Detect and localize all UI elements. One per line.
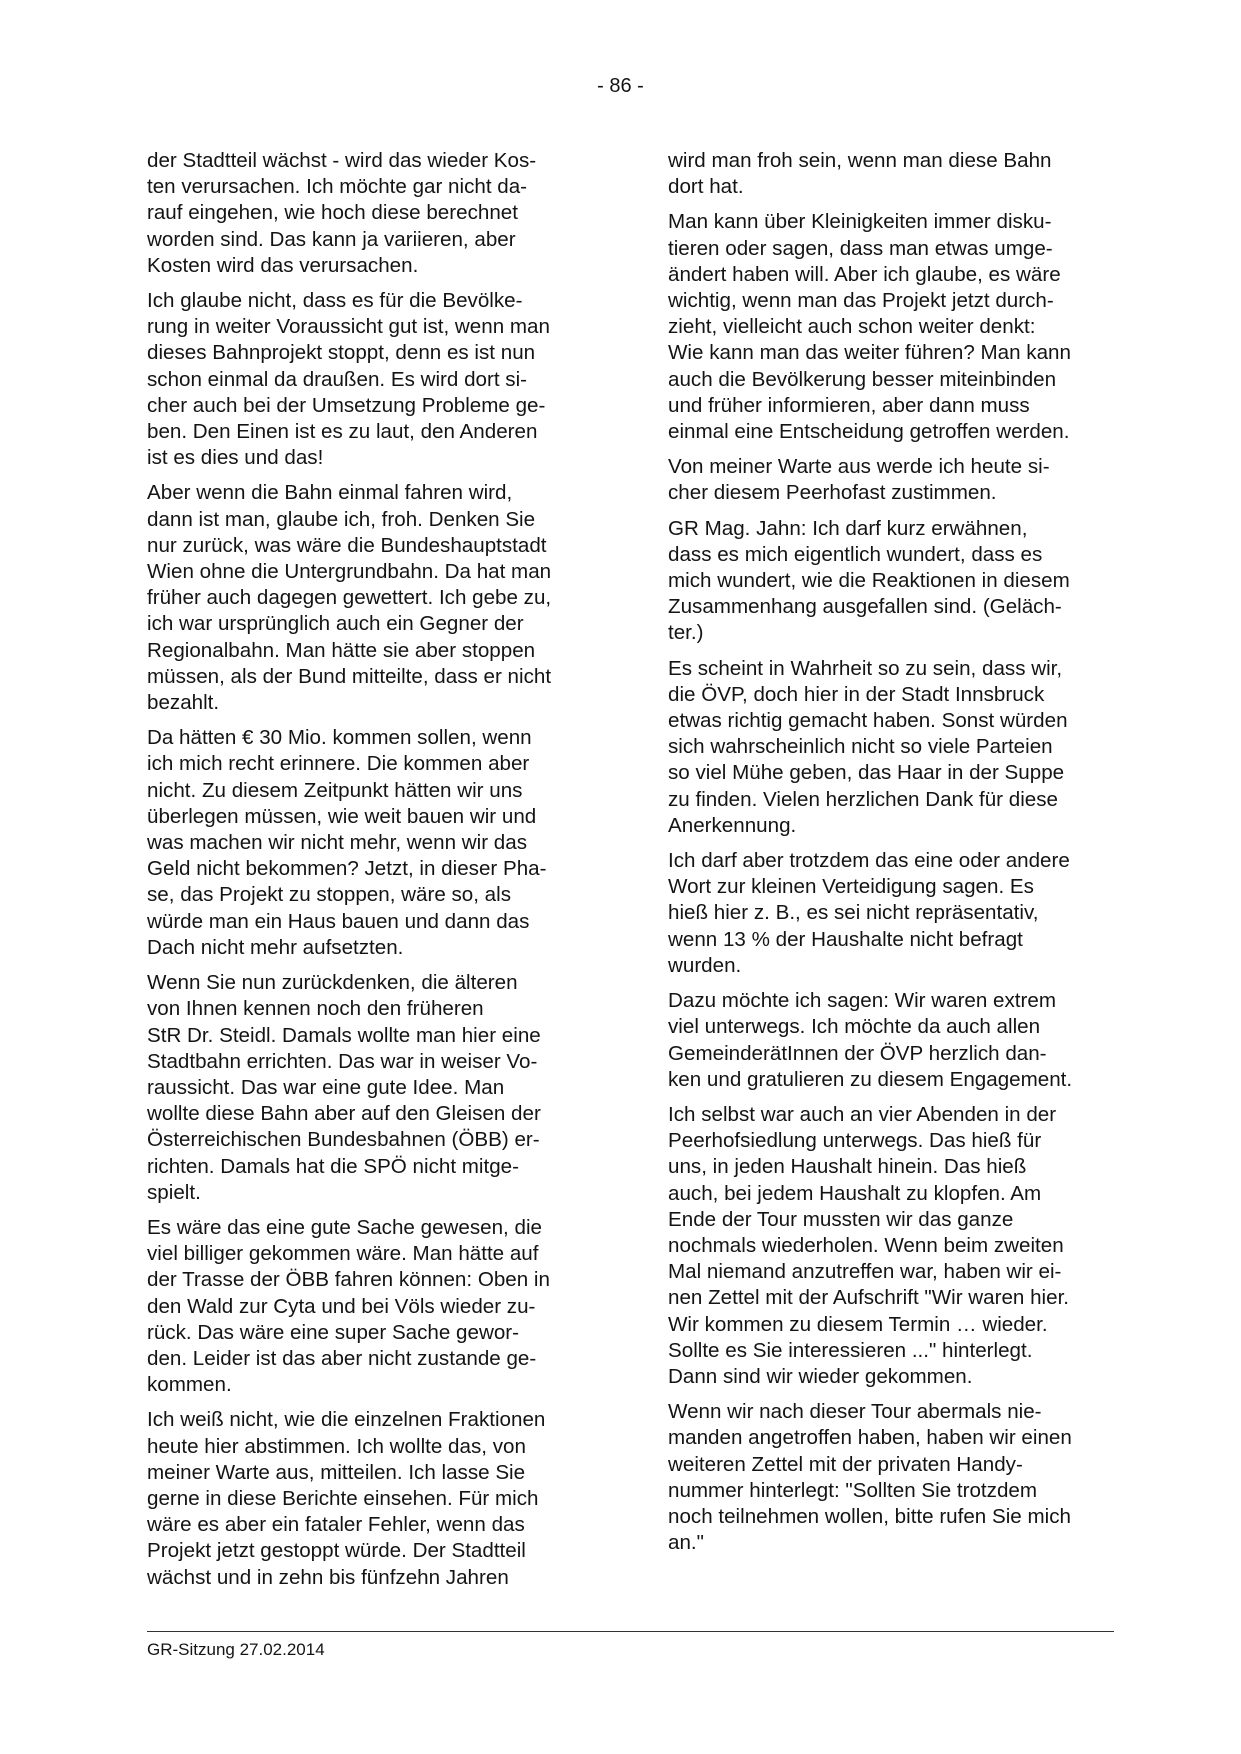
text-line: den Wald zur Cyta und bei Völs wieder zu- (147, 1294, 536, 1318)
text-line: Es scheint in Wahrheit so zu sein, dass wir, (668, 656, 1063, 680)
text-line: cher diesem Peerhofast zustimmen. (668, 481, 997, 505)
text-line: nur zurück, was wäre die Bundeshauptstadt (147, 533, 547, 557)
text-line: Anerkennung. (668, 813, 797, 837)
paragraph (668, 454, 1128, 506)
text-line: Dann sind wir wieder gekommen. (668, 1364, 973, 1388)
text-line: Peerhofsiedlung unterwegs. Das hieß für (668, 1129, 1042, 1153)
text-line: gerne in diese Berichte einsehen. Für mich (147, 1486, 539, 1510)
text-line: würde man ein Haus bauen und dann das (147, 909, 530, 933)
text-line: wurden. (668, 953, 742, 977)
text-line: mich wundert, wie die Reaktionen in diesem (668, 569, 1070, 593)
text-line: Ich glaube nicht, dass es für die Bevölke- (147, 289, 523, 313)
text-line: Wie kann man das weiter führen? Man kann (668, 341, 1071, 365)
text-line: Wenn Sie nun zurückdenken, die älteren (147, 971, 518, 995)
paragraph (147, 148, 607, 279)
text-line: zieht, vielleicht auch schon weiter denkt: (668, 315, 1036, 339)
text-line: Dach nicht mehr aufsetzten. (147, 935, 404, 959)
text-line: sich wahrscheinlich nicht so viele Parteien (668, 735, 1053, 759)
text-line: wollte diese Bahn aber auf den Gleisen der (147, 1102, 541, 1126)
text-line: bezahlt. (147, 691, 220, 715)
text-line: etwas richtig gemacht haben. Sonst würden (668, 709, 1068, 733)
page-number: - 86 - (597, 75, 644, 97)
text-line: Es wäre das eine gute Sache gewesen, die (147, 1215, 542, 1239)
text-line: ter.) (668, 621, 704, 645)
text-line: StR Dr. Steidl. Damals wollte man hier eine (147, 1023, 541, 1047)
text-line: ich mich recht erinnere. Die kommen aber (147, 752, 530, 776)
paragraph (668, 209, 1128, 445)
text-line: der Trasse der ÖBB fahren können: Oben in (147, 1268, 550, 1292)
text-line: schon einmal da draußen. Es wird dort si- (147, 367, 528, 391)
text-line: hieß hier z. B., es sei nicht repräsentativ, (668, 901, 1039, 925)
text-line: rung in weiter Voraussicht gut ist, wenn man (147, 315, 550, 339)
text-line: wichtig, wenn man das Projekt jetzt durch- (668, 289, 1054, 313)
paragraph (147, 288, 607, 471)
text-line: Wenn wir nach dieser Tour abermals nie- (668, 1400, 1042, 1424)
text-line: an." (668, 1531, 704, 1555)
text-line: nochmals wiederholen. Wenn beim zweiten (668, 1233, 1064, 1257)
text-line: noch teilnehmen wollen, bitte rufen Sie mich (668, 1504, 1071, 1528)
text-line: Projekt jetzt gestoppt würde. Der Stadtteil (147, 1539, 526, 1563)
text-column-right (668, 148, 1128, 1565)
text-line: Ich darf aber trotzdem das eine oder andere (668, 849, 1070, 873)
text-line: dort hat. (668, 175, 744, 199)
paragraph (147, 1215, 607, 1398)
text-line: Stadtbahn errichten. Das war in weiser Vo- (147, 1049, 538, 1073)
text-line: manden angetroffen haben, haben wir einen (668, 1426, 1072, 1450)
text-line: viel unterwegs. Ich möchte da auch allen (668, 1015, 1041, 1039)
text-line: Ich weiß nicht, wie die einzelnen Fraktionen (147, 1408, 546, 1432)
text-line: wird man froh sein, wenn man diese Bahn (668, 149, 1052, 172)
text-line: worden sind. Das kann ja variieren, aber (147, 227, 516, 251)
text-line: richten. Damals hat die SPÖ nicht mitge- (147, 1154, 519, 1178)
text-line: früher auch dagegen gewettert. Ich gebe zu, (147, 586, 552, 610)
text-line: ben. Den Einen ist es zu laut, den Anderen (147, 420, 538, 444)
paragraph (668, 148, 1128, 200)
footer-divider (147, 1631, 1114, 1632)
text-line: dass es mich eigentlich wundert, dass es (668, 542, 1043, 566)
text-line: kommen. (147, 1373, 232, 1397)
text-line: die ÖVP, doch hier in der Stadt Innsbruck (668, 682, 1045, 706)
text-line: Wir kommen zu diesem Termin … wieder. (668, 1312, 1048, 1336)
text-line: Österreichischen Bundesbahnen (ÖBB) er- (147, 1128, 540, 1152)
text-line: von Ihnen kennen noch den früheren (147, 997, 484, 1021)
text-line: dann ist man, glaube ich, froh. Denken Sie (147, 507, 536, 531)
text-line: wäre es aber ein fataler Fehler, wenn das (147, 1513, 525, 1537)
text-line: wächst und in zehn bis fünfzehn Jahren (147, 1565, 509, 1589)
paragraph (147, 970, 607, 1206)
text-line: Wort zur kleinen Verteidigung sagen. Es (668, 875, 1034, 899)
text-line: ich war ursprünglich auch ein Gegner der (147, 612, 524, 636)
text-line: wenn 13 % der Haushalte nicht befragt (668, 927, 1023, 951)
text-line: tieren oder sagen, dass man etwas umge- (668, 236, 1053, 260)
text-line: ten verursachen. Ich möchte gar nicht da- (147, 175, 528, 199)
text-line: Dazu möchte ich sagen: Wir waren extrem (668, 989, 1056, 1013)
text-line: und früher informieren, aber dann muss (668, 393, 1030, 417)
text-line: so viel Mühe geben, das Haar in der Suppe (668, 761, 1065, 785)
text-line: Aber wenn die Bahn einmal fahren wird, (147, 481, 513, 505)
text-line: auch die Bevölkerung besser miteinbinden (668, 367, 1057, 391)
text-line: Kosten wird das verursachen. (147, 253, 419, 277)
text-line: Mal niemand anzutreffen war, haben wir ei- (668, 1260, 1062, 1284)
text-line: müssen, als der Bund mitteilte, dass er nicht (147, 664, 552, 688)
text-line: uns, in jeden Haushalt hinein. Das hieß (668, 1155, 1027, 1179)
paragraph (668, 1102, 1128, 1390)
text-line: zu finden. Vielen herzlichen Dank für diese (668, 787, 1058, 811)
text-line: Sollte es Sie interessieren ..." hinterlegt. (668, 1338, 1033, 1362)
paragraph (668, 656, 1128, 839)
text-line: Von meiner Warte aus werde ich heute si- (668, 455, 1050, 479)
text-line: weiteren Zettel mit der privaten Handy- (668, 1452, 1023, 1476)
text-line: Geld nicht bekommen? Jetzt, in dieser Pha- (147, 857, 547, 881)
text-line: ist es dies und das! (147, 446, 324, 470)
text-line: se, das Projekt zu stoppen, wäre so, als (147, 883, 512, 907)
paragraph (668, 1399, 1128, 1556)
text-line: Man kann über Kleinigkeiten immer disku- (668, 210, 1052, 234)
text-line: rück. Das wäre eine super Sache gewor- (147, 1320, 520, 1344)
text-line: GR Mag. Jahn: Ich darf kurz erwähnen, (668, 516, 1028, 540)
text-line: dieses Bahnprojekt stoppt, denn es ist nun (147, 341, 536, 365)
text-line: meiner Warte aus, mitteilen. Ich lasse Sie (147, 1460, 526, 1484)
paragraph (147, 1407, 607, 1590)
text-line: Wien ohne die Untergrundbahn. Da hat man (147, 560, 552, 584)
paragraph (668, 516, 1128, 647)
paragraph (668, 848, 1128, 979)
paragraph (147, 480, 607, 716)
text-line: einmal eine Entscheidung getroffen werden. (668, 420, 1070, 444)
paragraph (668, 988, 1128, 1093)
text-line: rauf eingehen, wie hoch diese berechnet (147, 201, 518, 225)
text-line: nen Zettel mit der Aufschrift "Wir waren hier. (668, 1286, 1070, 1310)
text-line: Ende der Tour mussten wir das ganze (668, 1207, 1014, 1231)
text-line: auch, bei jedem Haushalt zu klopfen. Am (668, 1181, 1042, 1205)
text-line: Regionalbahn. Man hätte sie aber stoppen (147, 638, 536, 662)
text-line: ändert haben will. Aber ich glaube, es wäre (668, 262, 1061, 286)
text-line: viel billiger gekommen wäre. Man hätte auf (147, 1242, 539, 1266)
paragraph (147, 725, 607, 961)
text-line: nummer hinterlegt: "Sollten Sie trotzdem (668, 1478, 1038, 1502)
text-line: was machen wir nicht mehr, wenn wir das (147, 831, 527, 855)
text-line: der Stadtteil wächst - wird das wieder Kos- (147, 149, 537, 172)
text-line: cher auch bei der Umsetzung Probleme ge- (147, 393, 546, 417)
text-line: heute hier abstimmen. Ich wollte das, von (147, 1434, 526, 1458)
text-line: den. Leider ist das aber nicht zustande ge- (147, 1346, 537, 1370)
text-line: nicht. Zu diesem Zeitpunkt hätten wir uns (147, 778, 523, 802)
text-line: raussicht. Das war eine gute Idee. Man (147, 1075, 505, 1099)
text-line: überlegen müssen, wie weit bauen wir und (147, 804, 537, 828)
text-line: spielt. (147, 1180, 201, 1204)
footer-session-date: GR-Sitzung 27.02.2014 (147, 1640, 325, 1659)
text-column-left (147, 148, 607, 1600)
text-line: GemeinderätInnen der ÖVP herzlich dan- (668, 1041, 1047, 1065)
text-line: Zusammenhang ausgefallen sind. (Geläch- (668, 595, 1062, 619)
text-line: Da hätten € 30 Mio. kommen sollen, wenn (147, 726, 532, 750)
text-line: Ich selbst war auch an vier Abenden in der (668, 1102, 1057, 1126)
text-line: ken und gratulieren zu diesem Engagement. (668, 1067, 1073, 1091)
